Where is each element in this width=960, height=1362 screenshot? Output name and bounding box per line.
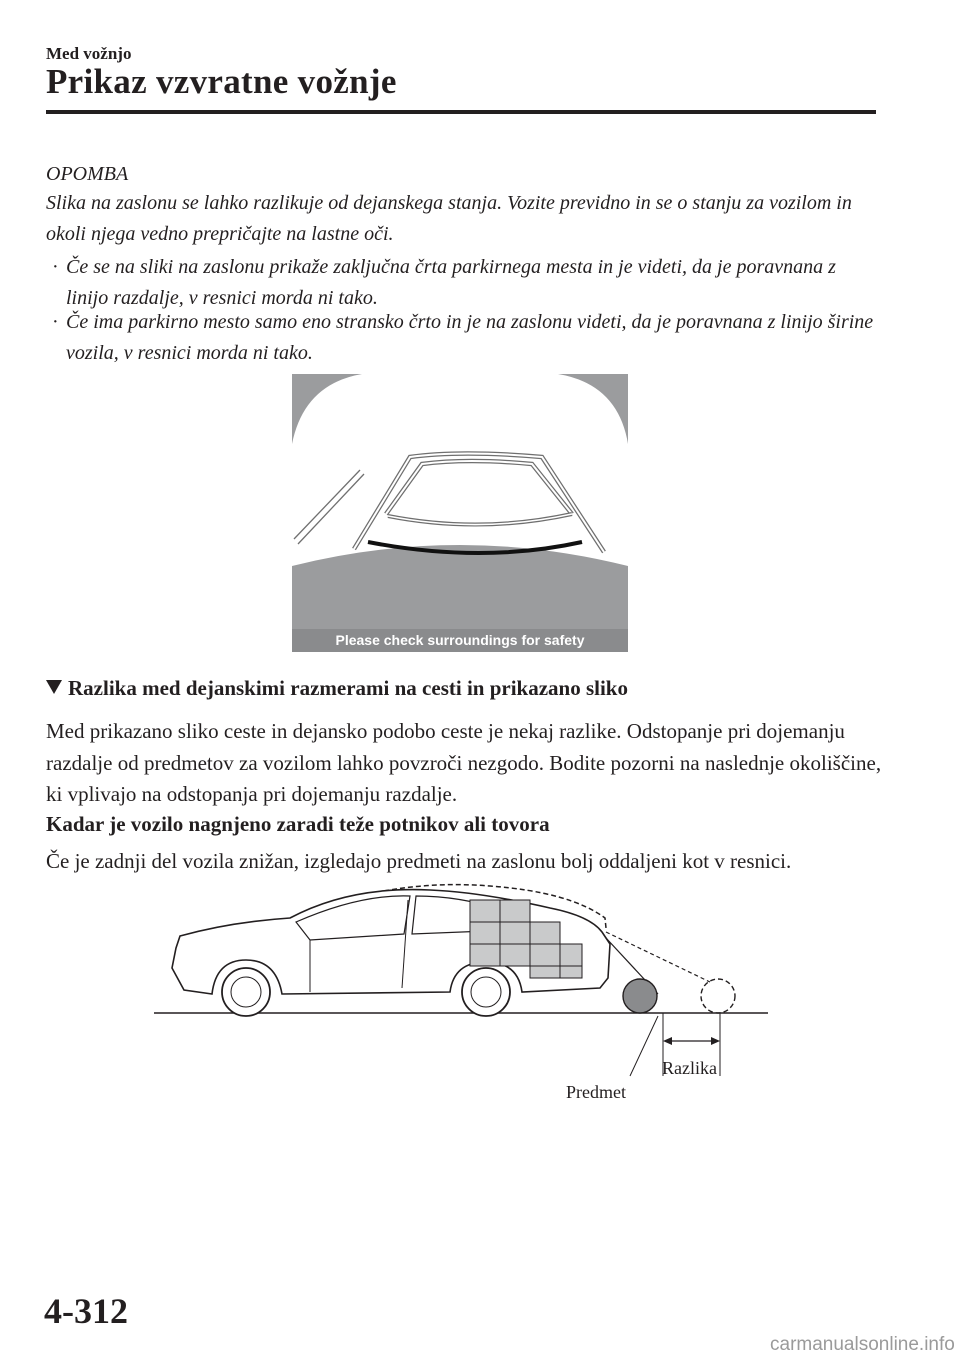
section-label: Med vožnjo [46,44,132,63]
arrow-right-icon [711,1037,720,1045]
camera-sightline-dashed [606,932,710,982]
page-number: 4-312 [44,1291,128,1331]
note-text: Slika na zaslonu se lahko razlikuje od dejanskega stanja. Vozite previdno in se o stanju za vozilom in okoli njega vedno prepričajte na lastne oči. [46,192,852,245]
note-bullet [46,252,876,314]
bullet-dot: · [52,311,59,333]
note-bullet-text: Če se na sliki na zaslonu prikaže zaključna črta parkirnega mesta in je videti, da je poravnana z linijo razdalje, v resnici morda ni tako. [66,256,836,309]
camera-view-area [292,374,628,566]
label-difference: Razlika [662,1058,717,1078]
object-leader-line [630,1016,658,1076]
condition-heading: Kadar je vozilo nagnjeno zaradi teže potnikov ali tovora [46,812,550,836]
page-title: Prikaz vzvratne vožnje [46,62,397,101]
note-bullet [46,307,876,369]
title-rule [46,110,876,114]
bullet-dot: · [52,256,59,278]
triangle-marker-icon [46,680,62,694]
watermark: carmanualsonline.info [770,1334,955,1355]
section-heading [46,676,628,701]
label-object: Predmet [566,1082,626,1102]
screen-caption: Please check surroundings for safety [335,632,585,648]
section-paragraph: Med prikazano sliko ceste in dejansko podobo ceste je nekaj razlike. Odstopanje pri dojemanju razdalje od predmetov za vozilom lahko povzroči nezgodo. Bodite pozorni na naslednje okoliščine, ki vplivajo na odstopanja pri dojemanju razdalje. [46,719,882,806]
condition-paragraph: Če je zadnji del vozila znižan, izgledajo predmeti na zaslonu bolj oddaljeni kot v resnici. [46,849,792,873]
note-bullet-text: Če ima parkirno mesto samo eno stransko črto in je na zaslonu videti, da je poravnana z linijo širine vozila, v resnici morda ni tako. [66,311,874,364]
section-heading-text: Razlika med dejanskimi razmerami na cesti in prikazano sliko [68,676,628,700]
object-actual [623,979,657,1013]
front-wheel [222,968,270,1016]
object-perceived [701,979,735,1013]
rear-wheel [462,968,510,1016]
rear-camera-screen-figure [292,374,628,652]
note-heading: OPOMBA [46,163,129,185]
arrow-left-icon [663,1037,672,1045]
tilted-car-figure [150,876,780,1112]
